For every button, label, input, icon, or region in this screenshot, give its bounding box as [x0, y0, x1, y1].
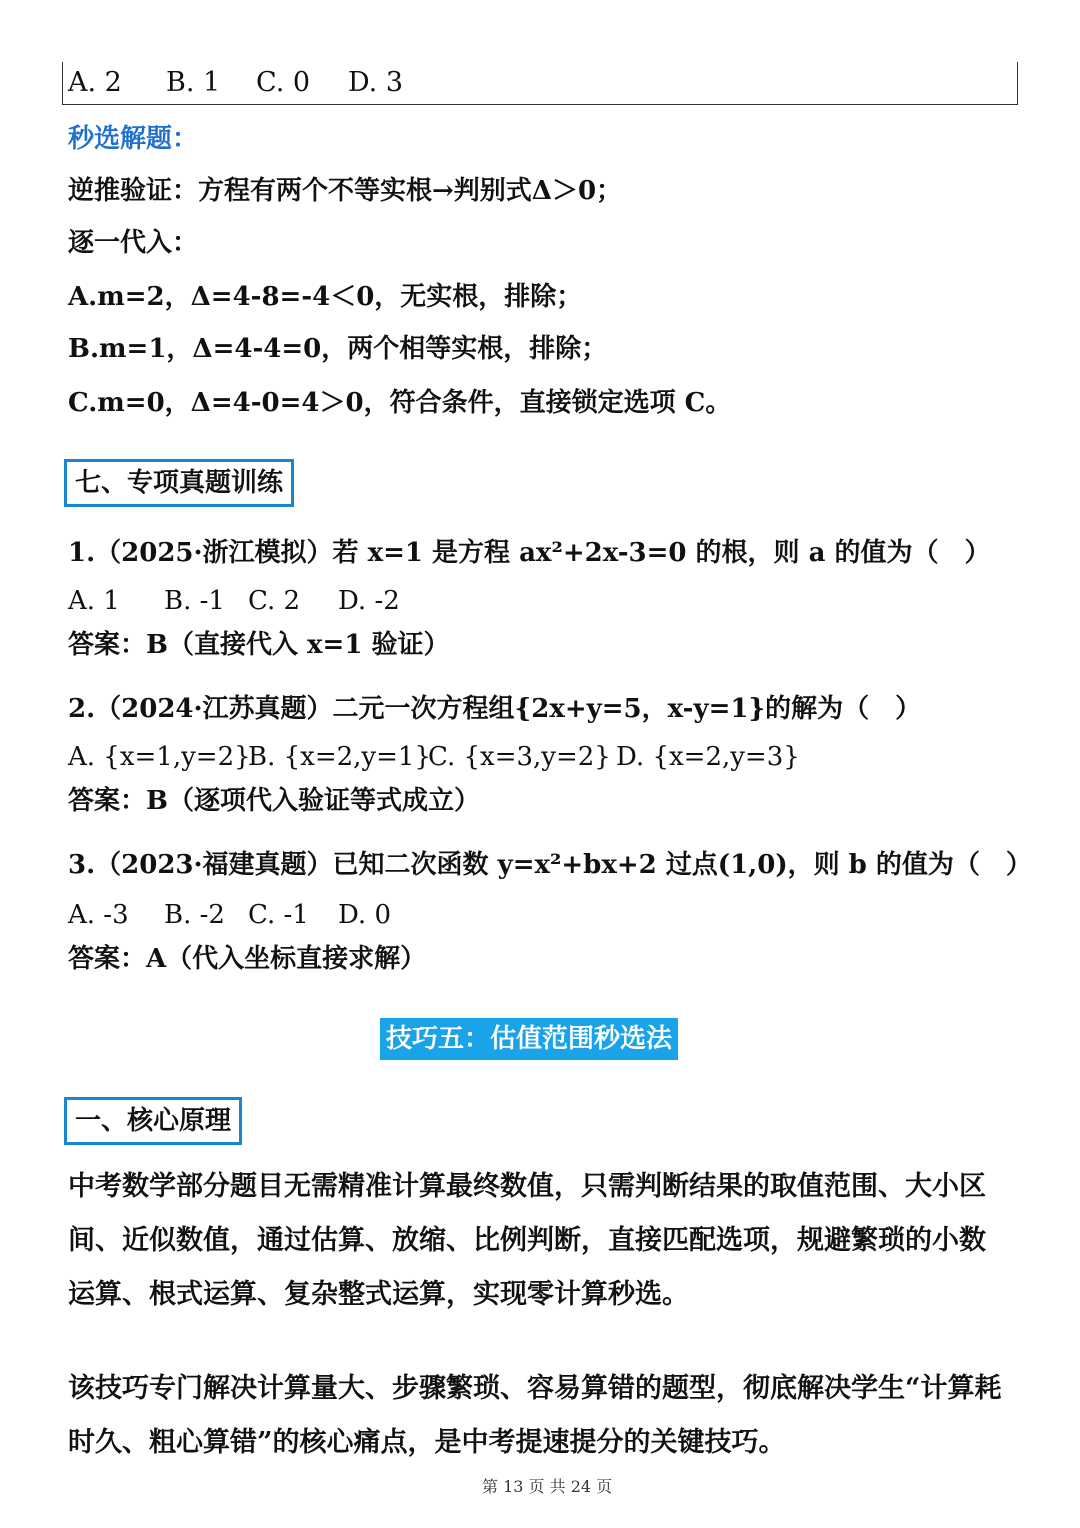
previous-question-options: [68, 66, 403, 100]
question-options: [68, 898, 391, 932]
section-title: 一、核心原理: [75, 1106, 232, 1136]
technique-title: 技巧五：估值范围秒选法: [380, 1018, 678, 1060]
section-title-box: [64, 459, 294, 507]
question-options: [68, 740, 800, 774]
answer-line: 答案：B（直接代入 x=1 验证）: [68, 630, 450, 660]
option: B. -1: [164, 586, 225, 616]
section-title-box: [64, 1097, 242, 1145]
option: A. 1: [68, 586, 120, 616]
core-principle-paragraph: 中考数学部分题目无需精准计算最终数值，只需判断结果的取值范围、大小区间、近似数值，通过估算、放缩、比例判断，直接匹配选项，规避繁琐的小数运算、根式运算、复杂整式运算，实现零计算秒选。: [68, 1171, 986, 1310]
option: A. -3: [68, 900, 129, 930]
option: B. -2: [164, 900, 225, 930]
option: C. -1: [248, 900, 309, 930]
question-stem: 3.（2023·福建真题）已知二次函数 y=x²+bx+2 过点(1,0)，则 b 的值为（ ）: [68, 850, 1032, 880]
option: D. {x=2,y=3}: [616, 742, 800, 772]
question-stem: 2.（2024·江苏真题）二元一次方程组{2x+y=5，x-y=1}的解为（ ）: [68, 694, 922, 724]
option: C. {x=3,y=2}: [428, 742, 611, 772]
solution-line: C.m=0，Δ=4-0=4＞0，符合条件，直接锁定选项 C。: [68, 388, 732, 418]
option-a: A. 2: [68, 67, 122, 98]
solution-line: B.m=1，Δ=4-4=0，两个相等实根，排除；: [68, 334, 608, 364]
option: A. {x=1,y=2}: [68, 742, 251, 772]
question-stem: 1.（2025·浙江模拟）若 x=1 是方程 ax²+2x-3=0 的根，则 a 的值为（ ）: [68, 538, 991, 568]
solution-line: A.m=2，Δ=4-8=-4＜0，无实根，排除；: [68, 282, 583, 312]
option-c: C. 0: [256, 67, 311, 98]
solution-line: 逆推验证：方程有两个不等实根→判别式Δ＞0；: [68, 176, 623, 206]
quick-solution-heading: 秒选解题：: [68, 124, 199, 154]
core-principle-paragraph: 该技巧专门解决计算量大、步骤繁琐、容易算错的题型，彻底解决学生“计算耗时久、粗心算错”的核心痛点，是中考提速提分的关键技巧。: [68, 1373, 1002, 1458]
section-title: 七、专项真题训练: [75, 468, 284, 498]
option: D. -2: [338, 586, 400, 616]
option: C. 2: [248, 586, 301, 616]
page-number: 第 13 页 共 24 页: [482, 1477, 613, 1496]
question-options: [68, 584, 400, 618]
option: B. {x=2,y=1}: [248, 742, 431, 772]
option-d: D. 3: [348, 67, 404, 98]
answer-line: 答案：A（代入坐标直接求解）: [68, 944, 427, 974]
option-b: B. 1: [166, 67, 221, 98]
solution-line: 逐一代入：: [68, 228, 199, 258]
answer-line: 答案：B（逐项代入验证等式成立）: [68, 786, 480, 816]
option: D. 0: [338, 900, 391, 930]
